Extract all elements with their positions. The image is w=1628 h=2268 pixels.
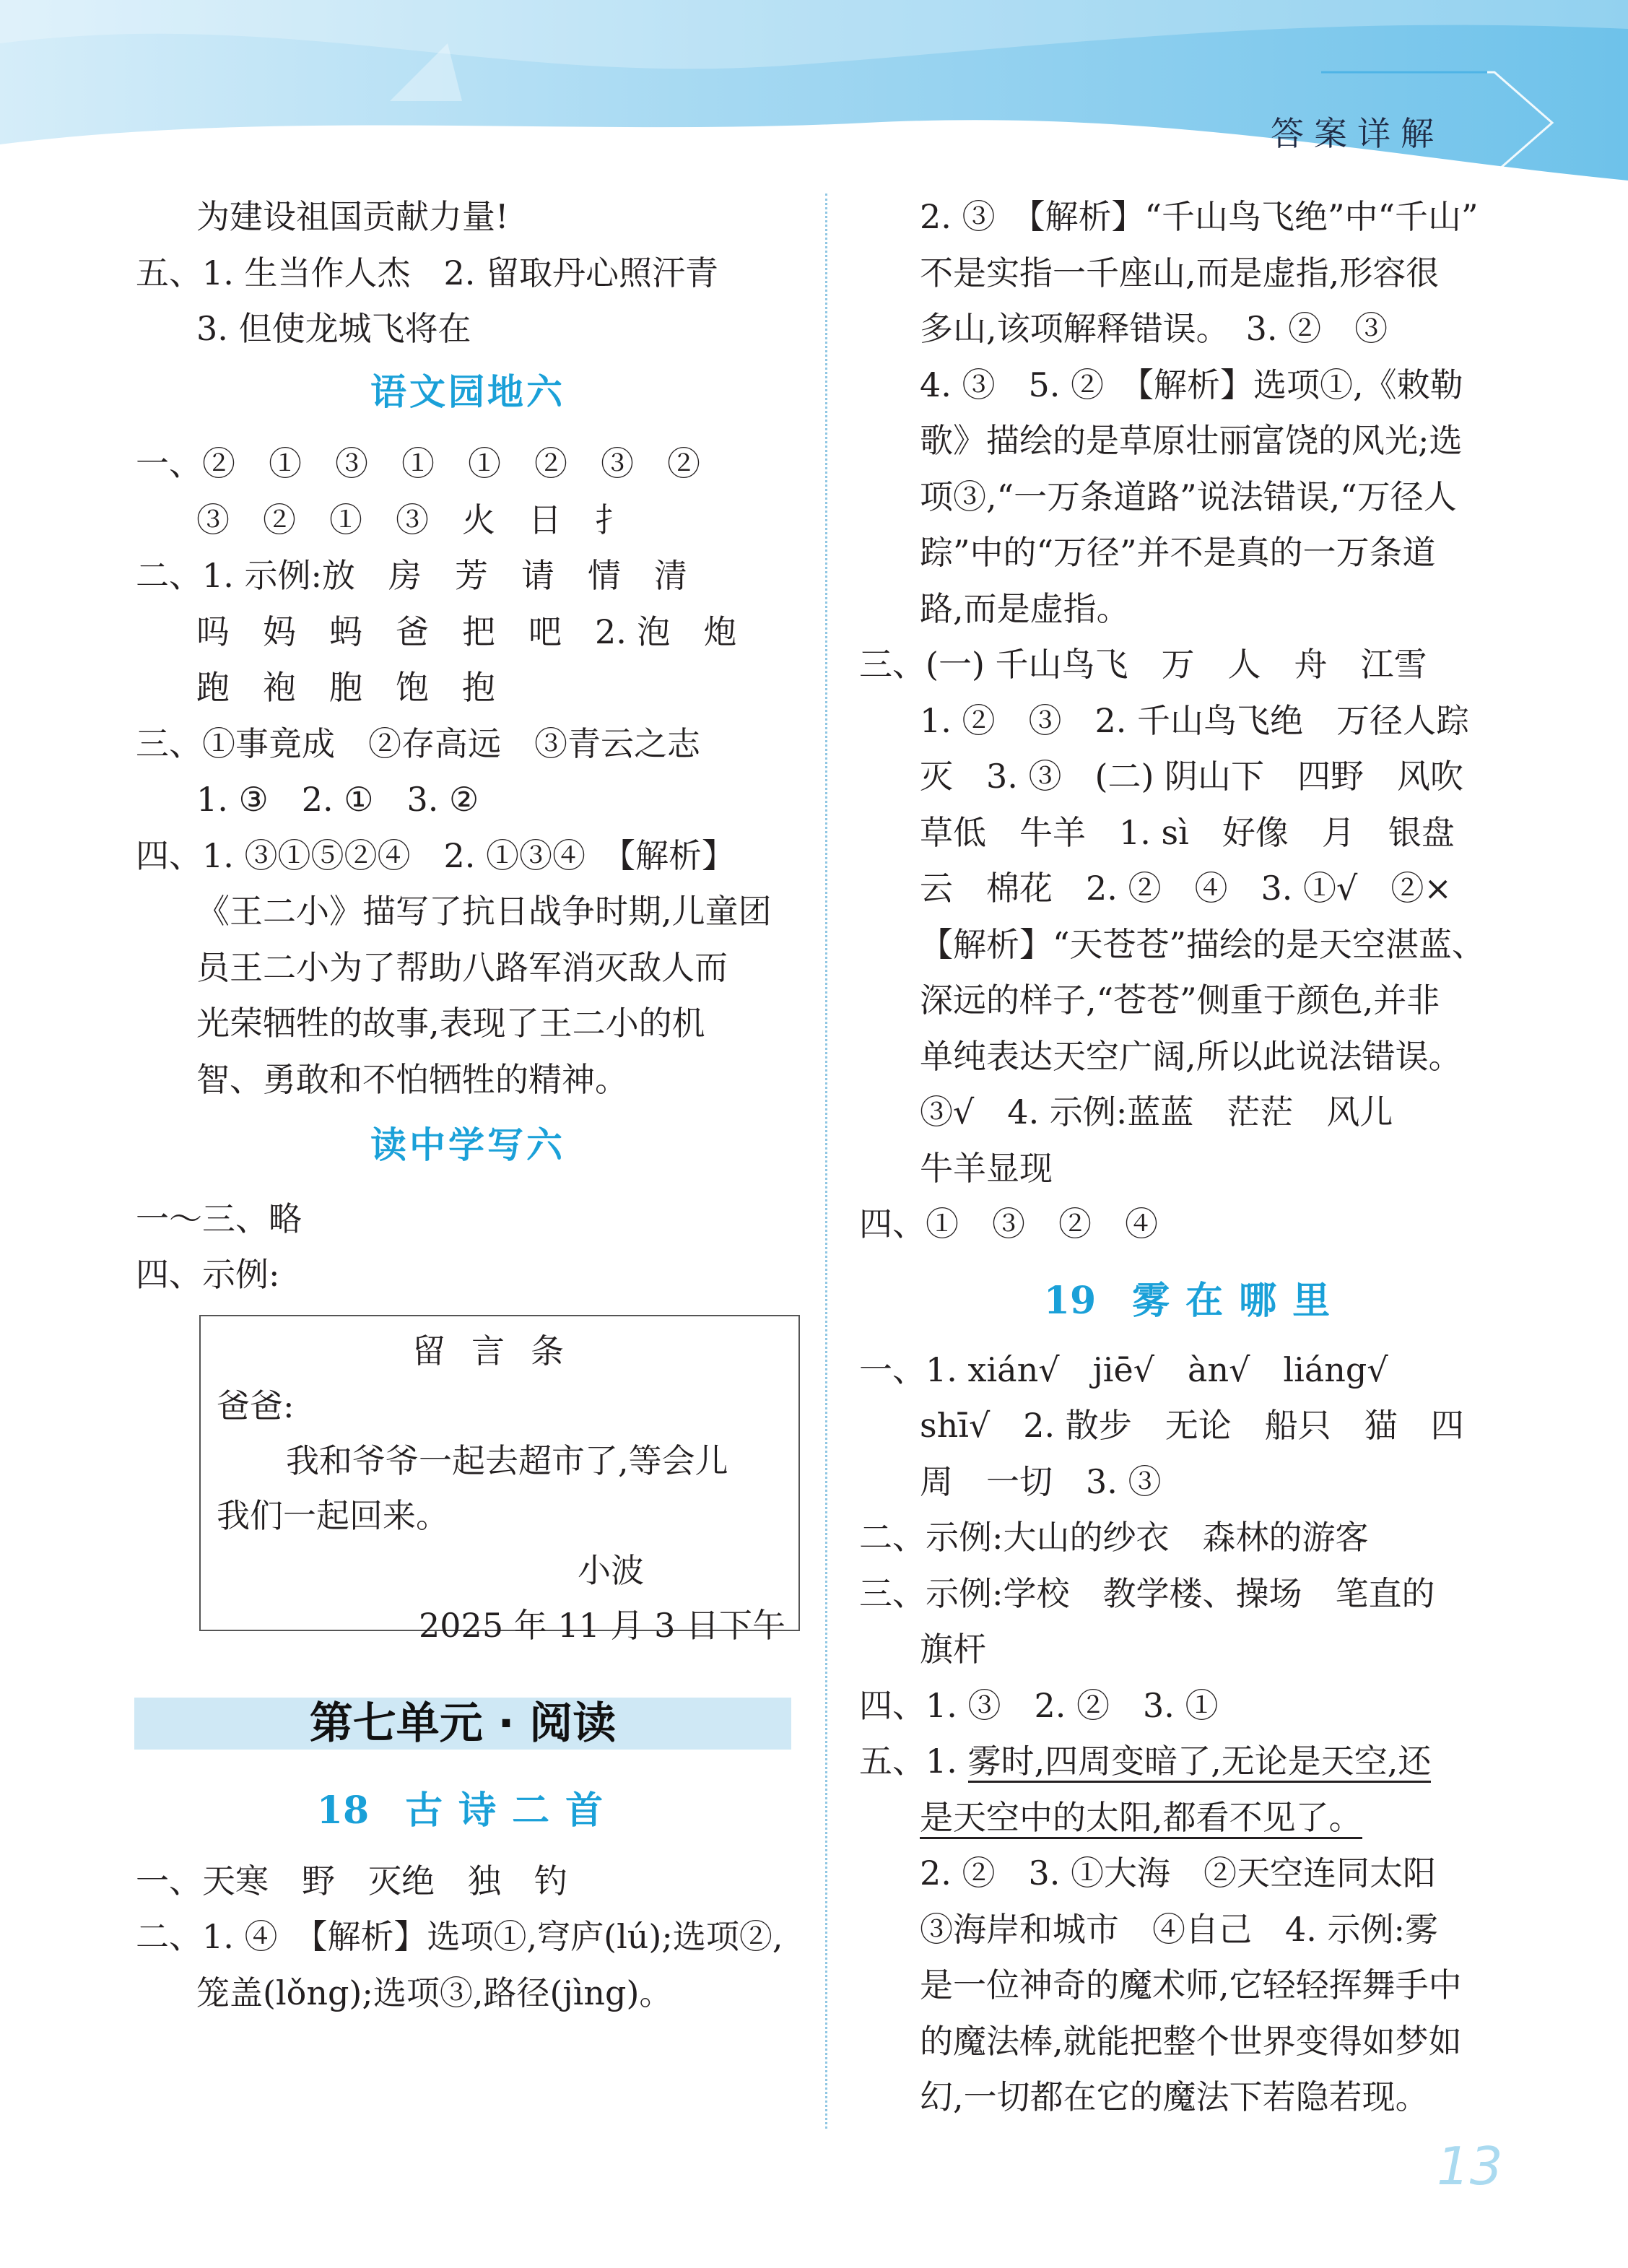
answer-line: 吗 妈 蚂 爸 把 吧 2. 泡 炮 <box>196 612 737 651</box>
answer-line: 为建设祖国贡献力量! <box>196 197 509 236</box>
underlined-answer: 是天空中的太阳,都看不见了。 <box>920 1798 1362 1839</box>
left-column <box>136 189 800 2021</box>
answer-line: 智、勇敢和不怕牺牲的精神。 <box>196 1059 628 1099</box>
answer-line: 四、1. ③①⑤②④ 2. ①③④ 【解析】 <box>136 835 736 875</box>
page-number: 13 <box>1437 2136 1503 2197</box>
lesson-title <box>136 1778 800 1843</box>
answer-line: 3. 但使龙城飞将在 <box>196 309 471 348</box>
answer-line: 员王二小为了帮助八路军消灭敌人而 <box>196 947 728 987</box>
answer-line: 四、① ③ ② ④ <box>859 1204 1158 1243</box>
note-body: 我和爷爷一起去超市了,等会儿 <box>286 1441 728 1480</box>
answer-line: 笼盖(lǒng);选项③,路径(jìng)。 <box>196 1973 673 2012</box>
answer-line: 三、①事竟成 ②存高远 ③青云之志 <box>136 724 700 763</box>
lesson-name: 古诗二首 <box>405 1788 619 1833</box>
answer-line: 三、示例:学校 教学楼、操场 笔直的 <box>859 1573 1435 1613</box>
answer-line: 四、示例: <box>136 1255 280 1294</box>
answer-line: 五、1. 生当作人杰 2. 留取丹心照汗青 <box>136 253 719 292</box>
answer-line: 2. ③ 【解析】“千山鸟飞绝”中“千山” <box>920 197 1479 236</box>
note-signature: 小波 <box>578 1550 644 1590</box>
answer-line <box>859 1790 1531 1846</box>
answer-line: 一、1. xián√ jiē√ àn√ liáng√ <box>859 1350 1388 1389</box>
answer-line: 【解析】“天苍苍”描绘的是天空湛蓝、 <box>920 924 1486 964</box>
answer-line: 跑 袍 胞 饱 抱 <box>196 668 495 707</box>
answer-line: 踪”中的“万径”并不是真的一万条道 <box>920 533 1436 572</box>
answer-line: 不是实指一千座山,而是虚指,形容很 <box>920 253 1440 292</box>
answer-line: 《王二小》描写了抗日战争时期,儿童团 <box>196 892 772 931</box>
answer-line: 深远的样子,“苍苍”侧重于颜色,并非 <box>920 981 1440 1020</box>
right-column <box>859 189 1531 2126</box>
answer-line: 旗杆 <box>920 1630 986 1669</box>
section-title: 语文园地六 <box>370 370 565 413</box>
answer-line: 草低 牛羊 1. sì 好像 月 银盘 <box>920 812 1455 852</box>
answer-line: 2. ② 3. ①大海 ②天空连同太阳 <box>920 1854 1437 1893</box>
section-title: 读中学写六 <box>370 1124 565 1166</box>
answer-line: 项③,“一万条道路”说法错误,“万径人 <box>920 477 1457 516</box>
header-banner <box>0 0 1628 188</box>
unit-banner: 第七单元 · 阅读 <box>134 1698 791 1750</box>
answer-line: 一、② ① ③ ① ① ② ③ ② <box>136 444 700 483</box>
answer-line: 四、1. ③ 2. ② 3. ① <box>859 1685 1219 1725</box>
lesson-name: 雾在哪里 <box>1132 1278 1346 1323</box>
answer-line: 光荣牺牲的故事,表现了王二小的机 <box>196 1004 705 1043</box>
note-salutation: 爸爸: <box>217 1386 295 1425</box>
answer-line: 牛羊显现 <box>920 1148 1053 1188</box>
message-note <box>199 1315 800 1645</box>
answer-line: 一、天寒 野 灭绝 独 钓 <box>136 1861 567 1900</box>
answer-line: 二、1. 示例:放 房 芳 请 情 清 <box>136 556 688 595</box>
answer-line: 周 一切 3. ③ <box>920 1461 1162 1501</box>
answer-line: ③√ 4. 示例:蓝蓝 茫茫 风儿 <box>920 1092 1393 1131</box>
answer-line: 的魔法棒,就能把整个世界变得如梦如 <box>920 2021 1462 2061</box>
answer-line: shī√ 2. 散步 无论 船只 猫 四 <box>920 1406 1464 1445</box>
answer-line: 幻,一切都在它的魔法下若隐若现。 <box>920 2077 1429 2116</box>
answer-line <box>859 1734 1531 1790</box>
answer-line: 单纯表达天空广阔,所以此说法错误。 <box>920 1036 1462 1076</box>
answer-line: 灭 3. ③ (二) 阴山下 四野 风吹 <box>920 757 1464 796</box>
answer-line: 二、1. ④ 【解析】选项①,穹庐(lú);选项②, <box>136 1917 783 1956</box>
lesson-title <box>859 1269 1531 1334</box>
answer-line: 二、示例:大山的纱衣 森林的游客 <box>859 1518 1369 1557</box>
answer-line: 1. ③ 2. ① 3. ② <box>196 780 479 819</box>
header-title: 答案详解 <box>1271 114 1444 153</box>
answer-line: 云 棉花 2. ② ④ 3. ①√ ②× <box>920 869 1452 908</box>
column-divider <box>825 194 827 2129</box>
answer-line: 1. ② ③ 2. 千山鸟飞绝 万径人踪 <box>920 700 1470 740</box>
answer-label: 五、1. <box>859 1742 968 1781</box>
answer-line: 是一位神奇的魔术师,它轻轻挥舞手中 <box>920 1965 1462 2004</box>
note-date: 2025 年 11 月 3 日下午 <box>419 1605 785 1645</box>
underlined-answer: 雾时,四周变暗了,无论是天空,还 <box>968 1742 1432 1783</box>
answer-line: 路,而是虚指。 <box>920 588 1130 628</box>
answer-line: 歌》描绘的是草原壮丽富饶的风光;选 <box>920 421 1463 460</box>
note-body: 我们一起回来。 <box>217 1495 449 1535</box>
answer-line: ③海岸和城市 ④自己 4. 示例:雾 <box>920 1909 1439 1949</box>
answer-line: 4. ③ 5. ② 【解析】选项①,《敕勒 <box>920 365 1463 404</box>
lesson-number: 19 <box>1043 1278 1097 1323</box>
note-title: 留言条 <box>412 1331 590 1370</box>
answer-line: 一～三、略 <box>136 1199 302 1238</box>
lesson-number: 18 <box>316 1788 370 1833</box>
answer-line: ③ ② ① ③ 火 日 扌 <box>196 500 628 539</box>
answer-line: 三、(一) 千山鸟飞 万 人 舟 江雪 <box>859 645 1427 684</box>
answer-line: 多山,该项解释错误。 3. ② ③ <box>920 309 1388 348</box>
